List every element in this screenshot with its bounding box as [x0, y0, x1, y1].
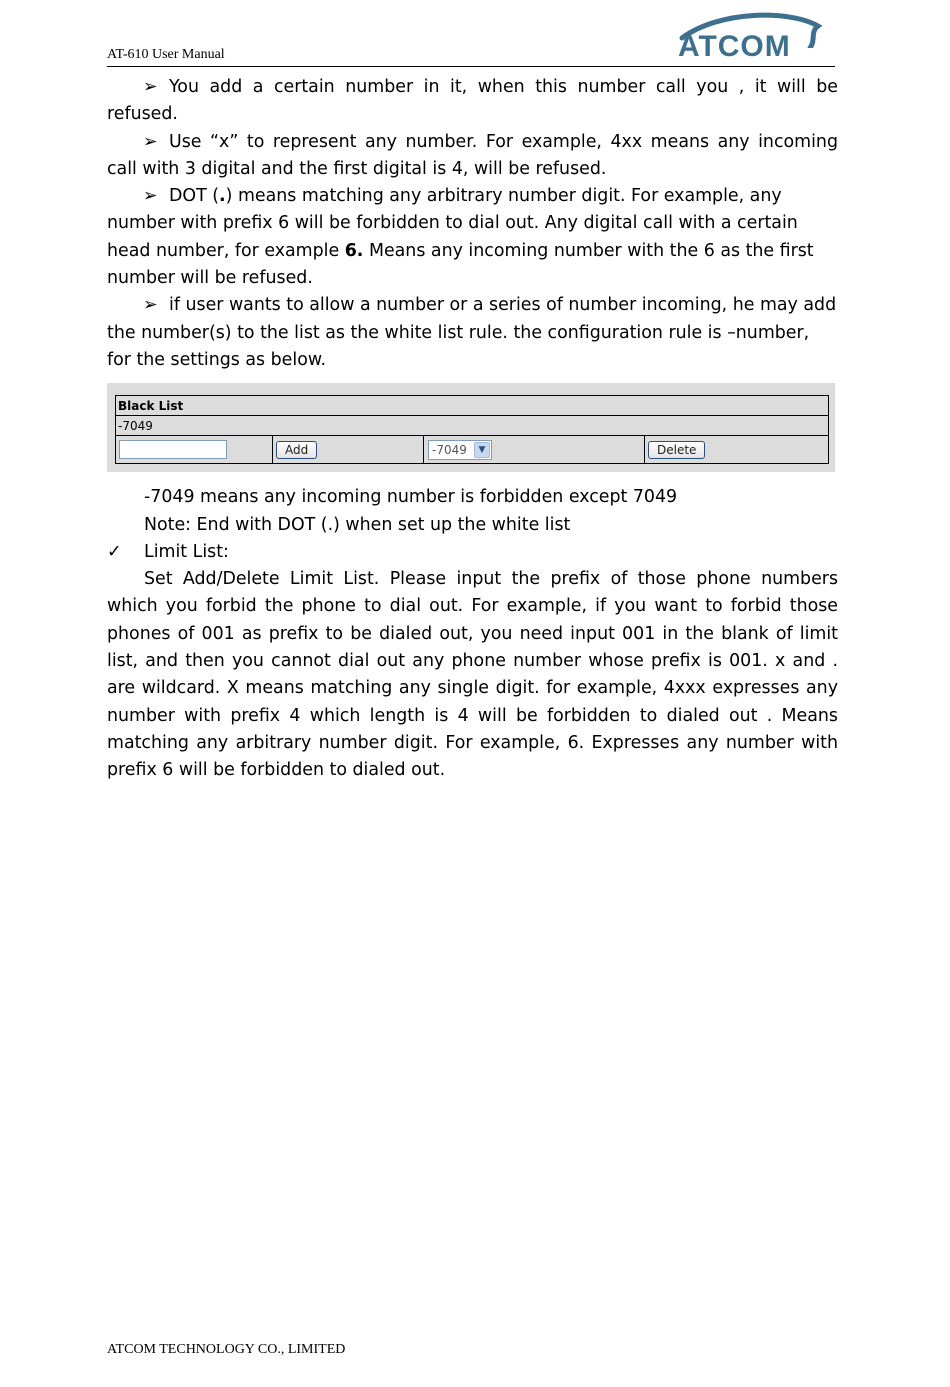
page-content [107, 74, 838, 785]
black-list-select[interactable] [428, 440, 492, 460]
bullet-paragraph [107, 74, 838, 129]
arrow-bullet-icon: ➢ [143, 131, 158, 152]
bullet-text: Use “x” to represent any number. For example, 4xx means any incoming call with 3 digital and the first digital is 4, will be refused. [107, 131, 838, 179]
page-footer: ATCOM TECHNOLOGY CO., LIMITED [107, 1342, 346, 1357]
bullet-text: ) means matching any arbitrary number digit. For example, any number with prefix 6 will be forbidden to dial out. Any digital call with a certain head number, for example [107, 186, 798, 261]
checkmark-icon: ✓ [107, 541, 122, 562]
limit-list-paragraph: Set Add/Delete Limit List. Please input the prefix of those phone numbers which you forbid the phone to dial out. For example, if you want to forbid those phones of 001 as prefix to be dialed out, you need input 001 in the blank of limit list, and then you cannot dial out any phone number whose prefix is 001. x and . are wildcard. X means matching any single digit. for example, 4xxx expresses any number with prefix 4 which length is 4 will be forbidden to dialed out . Means matching any arbitrary number digit. For example, 6. Expresses any number with prefix 6 will be forbidden to dialed out. [107, 569, 838, 781]
logo-text: ATCOM [678, 30, 791, 63]
black-list-panel [107, 383, 835, 472]
arrow-bullet-icon: ➢ [143, 186, 158, 207]
bold-example: 6. [344, 240, 364, 261]
note-line: Note: End with DOT (.) when set up the white list [144, 514, 571, 535]
black-list-title: Black List [116, 396, 829, 416]
bullet-paragraph [107, 292, 838, 374]
arrow-bullet-icon: ➢ [143, 77, 158, 97]
chevron-down-icon[interactable]: ▼ [474, 442, 490, 458]
bullet-text: if user wants to allow a number or a series of number incoming, he may add the number(s) to the list as the white list rule. the configuration rule is –number, for the settings as below. [107, 295, 837, 370]
delete-cell [645, 436, 829, 464]
bullet-text: DOT ( [169, 186, 220, 207]
limit-list-heading [107, 539, 838, 566]
black-list-table [115, 395, 829, 464]
add-cell [273, 436, 424, 464]
bullet-paragraph [107, 129, 838, 184]
bullet-text: You add a certain number in it, when this number call you , it will be refused. [107, 77, 838, 125]
limit-heading-text: Limit List: [144, 541, 229, 562]
delete-button[interactable]: Delete [648, 441, 705, 459]
document-title: AT-610 User Manual [107, 47, 225, 62]
black-list-input[interactable] [119, 440, 227, 459]
select-cell [424, 436, 645, 464]
bold-dot: . [219, 186, 226, 207]
bullet-paragraph [107, 183, 838, 292]
bullet-text: Means any incoming number with the 6 as the first number will be refused. [107, 240, 814, 289]
arrow-bullet-icon: ➢ [143, 295, 158, 316]
atcom-logo [660, 8, 825, 66]
explanation-line: -7049 means any incoming number is forbidden except 7049 [144, 487, 678, 508]
add-button[interactable]: Add [276, 441, 317, 459]
black-list-entry: -7049 [116, 416, 829, 436]
input-cell [116, 436, 273, 464]
selected-value: -7049 [432, 442, 467, 457]
